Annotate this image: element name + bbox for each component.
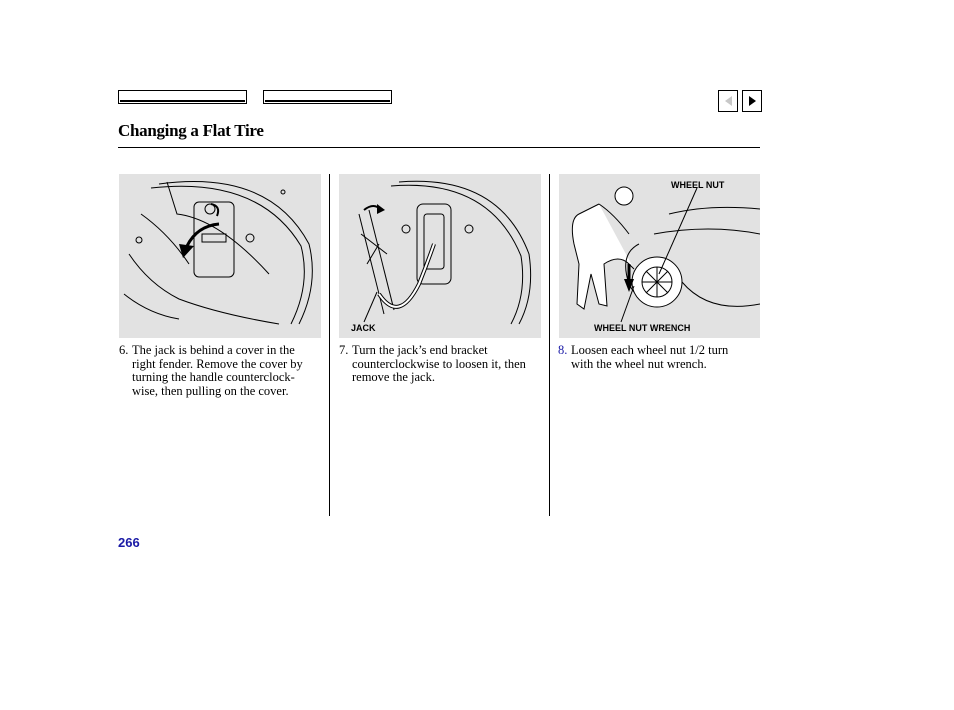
label-wheel-nut-wrench: WHEEL NUT WRENCH [594, 323, 691, 333]
step-line: with the wheel nut wrench. [571, 356, 707, 371]
title-divider [118, 147, 760, 148]
column-divider [549, 174, 550, 516]
jack-illustration [339, 174, 541, 338]
step-number: 6. [119, 343, 129, 357]
triangle-left-icon [725, 96, 732, 106]
step-line: right fender. Remove the cover by [132, 356, 303, 371]
step-number-link[interactable]: 8. [558, 343, 568, 357]
step-line: wise, then pulling on the cover. [132, 383, 289, 398]
step-line: Loosen each wheel nut 1/2 turn [571, 343, 729, 357]
page-number[interactable]: 266 [118, 535, 140, 550]
step-line: Turn the jack’s end bracket [352, 343, 488, 357]
next-page-button[interactable] [742, 90, 762, 112]
triangle-right-icon [749, 96, 756, 106]
step-line: counterclockwise to loosen it, then [352, 356, 526, 371]
label-wheel-nut: WHEEL NUT [671, 180, 725, 190]
wheel-wrench-illustration [559, 174, 760, 338]
figure-fender-cover [119, 174, 321, 338]
step-text [352, 344, 526, 385]
nav-tab-button-1[interactable] [118, 90, 247, 104]
label-jack: JACK [351, 323, 376, 333]
page-title: Changing a Flat Tire [118, 121, 264, 140]
step-line: The jack is behind a cover in the [132, 343, 295, 357]
prev-page-button[interactable] [718, 90, 738, 112]
column-divider [329, 174, 330, 516]
figure-jack [339, 174, 541, 338]
fender-cover-illustration [119, 174, 321, 338]
figure-wheel-nut-wrench [559, 174, 760, 338]
step-line: turning the handle counterclock- [132, 370, 295, 384]
nav-tab-button-2[interactable] [263, 90, 392, 104]
step-number: 7. [339, 343, 349, 357]
step-text [571, 344, 728, 371]
step-line: remove the jack. [352, 370, 435, 384]
step-text [132, 344, 303, 398]
